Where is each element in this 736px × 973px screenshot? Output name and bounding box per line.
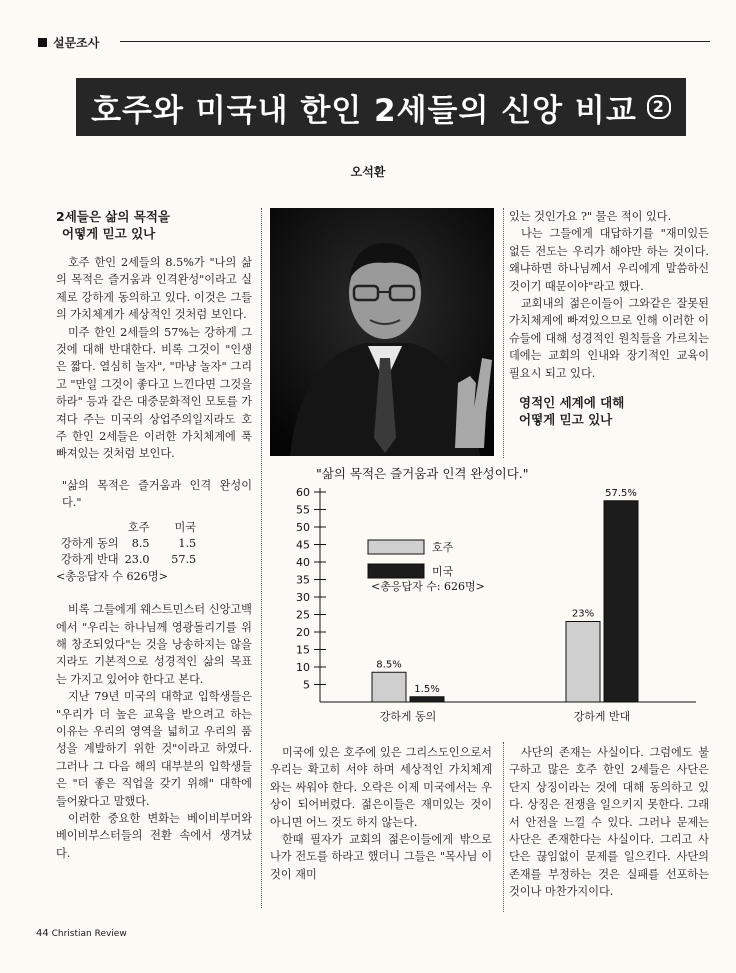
column-3 (509, 208, 709, 440)
x-category-label: 강하게 반대 (573, 710, 631, 723)
bar-미국-1 (604, 501, 638, 702)
survey-bar-chart (276, 462, 708, 742)
y-tick-label: 40 (296, 556, 310, 569)
column-divider (503, 208, 504, 458)
section-label: 설문조사 (53, 36, 100, 50)
y-tick-label: 25 (296, 608, 310, 622)
table-note: <총응답자 수 626명> (56, 569, 169, 583)
y-tick-label: 35 (296, 573, 310, 587)
bar-value-label: 8.5% (376, 659, 402, 671)
author: 오석환 (350, 165, 386, 179)
paragraph: 비록 그들에게 웨스트민스터 신앙고백에서 "우리는 하나님께 영광돌리기를 위해 창조되었다"는 것을 낭송하지는 않을지라도 기본적으로 성경적인 삶의 목표는 가지고 있어야 한다고 본다. (56, 603, 252, 686)
paragraph: 이러한 중요한 변화는 베이비부머와 베이비부스터들의 전환 속에서 생겨났다. (56, 811, 252, 860)
bar-미국-0 (410, 697, 444, 702)
section-heading-1: 2세들은 삶의 목적을 어떻게 믿고 있나 (56, 209, 171, 241)
paragraph: 교회내의 젊은이들이 그와같은 잘못된 가치체계에 빠져있으므로 인해 이러한 이슈들에 대해 성경적인 원칙들을 가르치는데에는 교회의 인내와 장기적인 교육이 필요시 되고 있다. (509, 297, 709, 380)
y-tick-label: 45 (296, 538, 310, 552)
section-heading-2: 영적인 세계에 대해 어떻게 믿고 있나 (519, 395, 625, 428)
bar-호주-1 (566, 622, 600, 703)
paragraph: 나는 그들에게 대답하기를 "재미있든 없든 전도는 우리가 해야만 하는 것이다. 왜냐하면 하나님께서 우리에게 말씀하신 것이기 때문이야"라고 했다. (509, 227, 709, 293)
x-category-label: 강하게 동의 (379, 710, 437, 723)
y-tick-label: 55 (296, 503, 310, 517)
top-rule (120, 41, 710, 42)
chart-note: <총응답자 수: 626명> (371, 580, 485, 593)
table-row: 강하게 반대 23.0 57.5 (61, 552, 197, 566)
bar-value-label: 57.5% (605, 487, 637, 499)
survey-table (58, 520, 199, 568)
column-divider (503, 742, 504, 912)
paragraph: 한때 필자가 교회의 젊은이들에게 밖으로 나가 전도를 하라고 했더니 그들은 "목사님 이것이 재미 (270, 833, 492, 881)
title-banner (76, 78, 686, 136)
paragraph: 호주 한인 2세들의 8.5%가 "나의 삶의 목적은 즐거움과 인격완성"이라고 실제로 강하게 동의하고 있다. 이것은 그들의 가치체계가 세상적인 것처럼 보인다. (56, 256, 252, 322)
column-2 (270, 744, 492, 883)
article-title: 호주와 미국내 한인 2세들의 신앙 비교 (91, 92, 637, 129)
legend-label: 미국 (432, 565, 454, 578)
column-divider (261, 208, 262, 908)
section-tag (38, 34, 99, 51)
bar-호주-0 (372, 672, 406, 702)
y-tick-label: 20 (296, 626, 310, 639)
portrait-image (270, 208, 494, 456)
paragraph: 사단의 존재는 사실이다. 그럼에도 불구하고 많은 호주 한인 2세들은 사단은 단지 상징이라는 것에 대해 동의하고 있다. 상징은 전쟁을 일으키지 못한다. 그래서 안전을 느낄 수 있다. 그러나 문제는 사단은 존재한다는 사실이다. 그리고 사단은 끊임없이 문제를 일으킨다. 사단의 존재를 부정하는 것은 실패를 선포하는 것이나 마찬가지이다. (509, 746, 709, 899)
page-footer (36, 928, 127, 939)
table-header-row: 호주 미국 (127, 520, 197, 534)
chart-legend (368, 540, 454, 578)
table-row: 강하게 동의 8.5 1.5 (61, 536, 197, 550)
legend-swatch-호주 (368, 540, 424, 554)
column-4 (509, 744, 709, 901)
y-tick-label: 60 (296, 486, 310, 499)
chart-title: "삶의 목적은 즐거움과 인격 완성이다." (316, 466, 529, 481)
legend-label: 호주 (432, 541, 454, 554)
legend-swatch-미국 (368, 564, 424, 578)
y-tick-label: 10 (296, 661, 310, 674)
square-bullet-icon (38, 38, 47, 47)
chart-bars (372, 488, 638, 723)
paragraph: 미국에 있은 호주에 있은 그리스도인으로서 우리는 확고히 서야 하며 세상적인 가치체계와는 싸워야 한다. 오락은 이제 미국에서는 우상이 되어버렸다. 젊은이들은 재미있는 것이 아니면 어느 것도 하지 않는다. (270, 746, 492, 829)
y-tick-label: 30 (296, 591, 310, 604)
y-tick-label: 50 (296, 521, 310, 534)
magazine-name: Christian Review (51, 929, 127, 939)
author-photo (270, 208, 494, 456)
column-1 (56, 208, 252, 862)
bar-value-label: 1.5% (414, 683, 440, 695)
y-tick-label: 5 (303, 678, 310, 692)
part-number: 2 (647, 95, 671, 119)
y-tick-label: 15 (296, 643, 310, 657)
paragraph: 지난 79년 미국의 대학교 입학생들은 "우리가 더 높은 교육을 받으려고 하는 이유는 우리의 영역을 넓히고 우리의 품성을 계발하기 위한 것"이라고 하였다. 그러나 그 다음 해의 대부분의 입학생들은 "더 좋은 직업을 갖기 위해" 대학에 들어왔다고 말했다. (56, 690, 252, 808)
page-number: 44 (36, 928, 49, 939)
paragraph: 미주 한인 2세들의 57%는 강하게 그것에 대해 반대한다. 비록 그것이 "인생은 짧다. 열심히 놀자", "마냥 놀자" 그리고 "만일 그것이 좋다고 느낀다면 그것을 하라" 등과 같은 대중문화적인 모토를 가져다 주는 미국의 상업주의일지라도 호주 한인 2세들은 이러한 가치체계에 푹 빠져있는 것처럼 보인다. (56, 325, 252, 461)
paragraph: 있는 것인가요 ?" 물은 적이 있다. (509, 210, 672, 223)
bar-value-label: 23% (571, 608, 595, 620)
survey-quote: "삶의 목적은 즐거움과 인격 완성이다." (62, 478, 252, 510)
